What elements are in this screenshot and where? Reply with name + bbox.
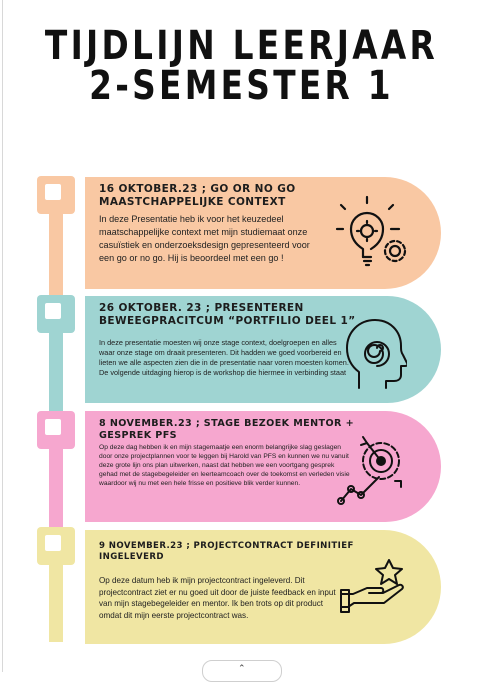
timeline-rail-yellow [49,562,63,642]
timeline-card-2 [85,296,441,403]
card-4-body: Op deze datum heb ik mijn projectcontract ingeleverd. Dit projectcontract ziet er nu goed uit door de juiste feedback en input van mijn stagebegeleider en mentor. Ik ben trots op dit product omdat dit mijn eerste projectcontract was. [99,576,336,620]
card-1-heading-line-2: MAASTCHAPPELIJKE CONTEXT [99,196,286,209]
chevron-up-icon: ⌃ [238,663,246,673]
page-handle [202,660,282,682]
timeline-card-4 [85,530,441,644]
card-4-heading-line-2: INGELEVERD [99,551,164,562]
head-spiral-icon [345,316,407,392]
card-1-heading-line-1: 16 OKTOBER.23 ; GO OR NO GO [99,183,296,195]
page-title-line-2: 2-SEMESTER 1 [89,63,394,109]
card-2-body: In deze presentatie moesten wij onze stage context, doelgroepen en alles waar onze stage om draait presenteren. Dit hadden we goed voorbereid en lieten we alle aspecten zien die in de presentatie naar voren moesten komen. De volgende uitdaging hierop is de workshop die hiermee in verbinding staat [99,338,349,378]
lightbulb-gear-icon [333,195,413,275]
card-1-body: In deze Presentatie heb ik voor het keuzedeel maatschappelijke context met mijn studiemaat onze casuïstiek en onderzoeksdesign gepresenteerd voor een go or no go. Hij is beoordeel met een go ! [99,214,310,263]
card-4-heading-line-1: 9 NOVEMBER.23 ; PROJECTCONTRACT DEFINITIEF [99,541,354,551]
timeline-node-2 [37,295,75,333]
card-3-heading-line-1: 8 NOVEMBER.23 ; STAGE BEZOEK MENTOR + [99,418,355,429]
timeline-node-3 [37,411,75,449]
card-2-heading-line-1: 26 OKTOBER. 23 ; PRESENTEREN [99,302,304,314]
timeline-node-4 [37,527,75,565]
timeline-card-3 [85,411,441,522]
page-title-line-1: TIJDLIJN LEERJAAR [44,23,439,69]
timeline-card-1 [85,177,441,289]
card-3-body: Op deze dag hebben ik en mijn stagemaatje een enorm belangrijke slag geslagen door onze projectplannen voor te leggen bij Harold van PFS en kunnen we nu vanuit deze grote lijn ons plan uitwerken, naast dat hebben we een voortgang gesprek gehad met de stagebegeleider en leerteamcoach over de toekomst en verleden visie waardoor wij nu met een hele frisse en positieve blik verder kunnen. [99,443,350,488]
page-edge [2,0,3,672]
timeline-node-1 [37,176,75,214]
target-growth-icon [335,431,417,509]
card-3-heading-line-2: GESPREK PFS [99,429,177,441]
timeline-rail-orange [49,210,63,302]
hand-star-icon [339,556,413,620]
timeline-rail-teal [49,330,63,420]
card-2-heading-line-2: BEWEEGPRACITCUM “PORTFILIO DEEL 1” [99,315,356,328]
timeline-rail-pink [49,446,63,536]
